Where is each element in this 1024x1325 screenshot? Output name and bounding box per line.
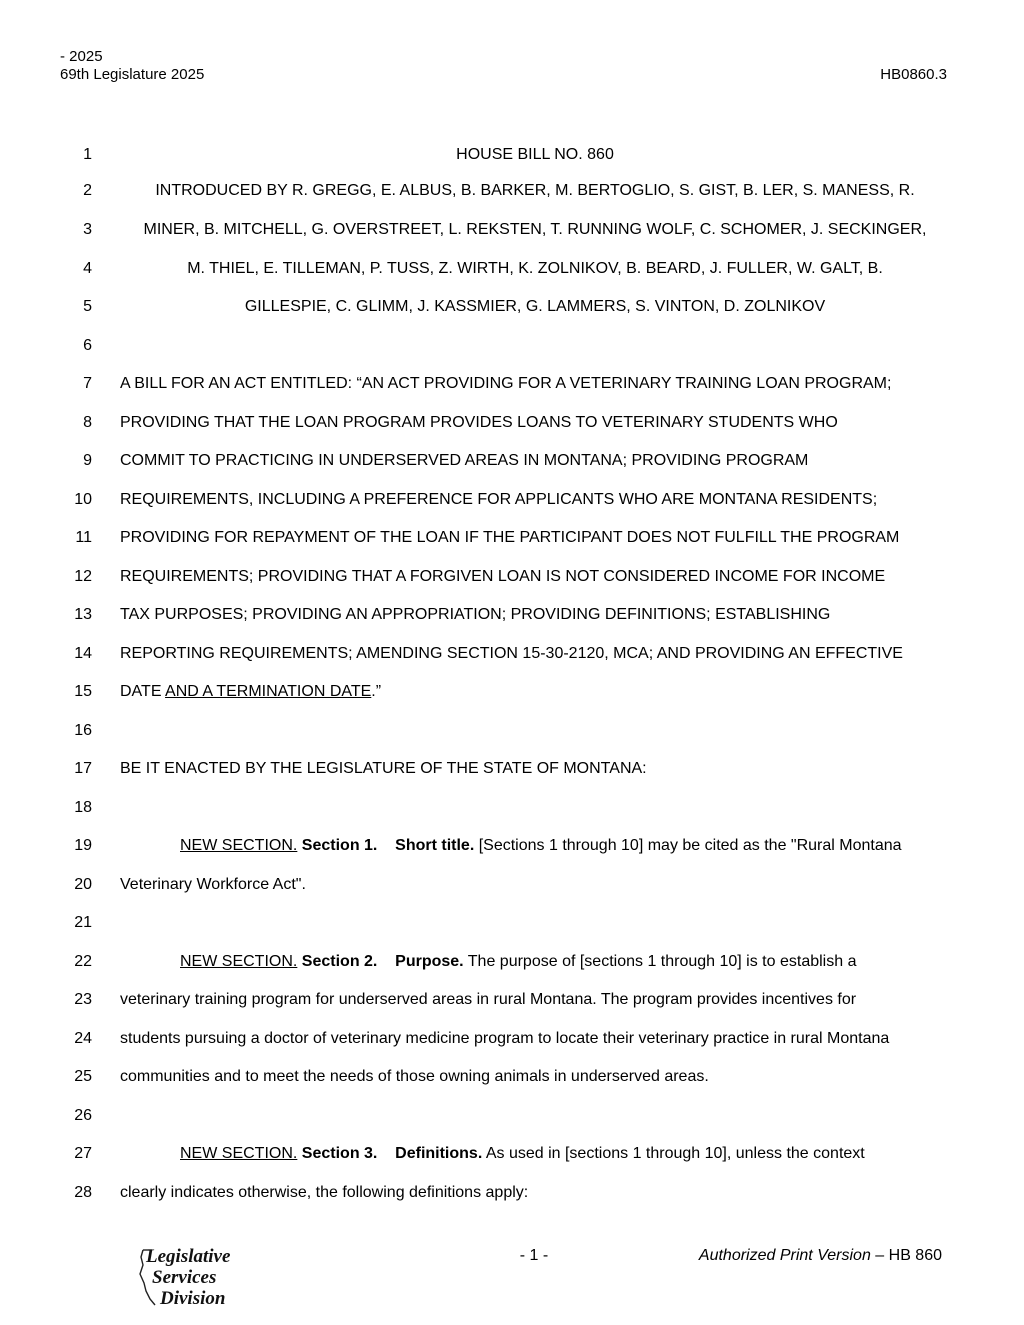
line-number: 19 (74, 837, 92, 854)
section-text-line: Veterinary Workforce Act". (120, 876, 306, 893)
line-number: 22 (74, 953, 92, 970)
line-number: 26 (74, 1107, 92, 1124)
bill-title: HOUSE BILL NO. 860 (456, 146, 614, 163)
lsd-logo (134, 1247, 254, 1309)
page-number: - 1 - (519, 1247, 549, 1264)
line-number: 12 (74, 568, 92, 585)
section-heading: Definitions. (395, 1145, 483, 1162)
line-number: 4 (83, 260, 92, 277)
line-number: 2 (83, 182, 92, 199)
act-title-line: PROVIDING THAT THE LOAN PROGRAM PROVIDES LOANS TO VETERINARY STUDENTS WHO (120, 414, 838, 431)
section-number: Section 1. (301, 837, 378, 854)
line-number: 8 (83, 414, 92, 431)
line-number: 27 (74, 1145, 92, 1162)
line-number: 7 (83, 375, 92, 392)
line-number: 24 (74, 1030, 92, 1047)
section-heading: Purpose. (395, 953, 464, 970)
header-bill-code: HB0860.3 (880, 66, 947, 83)
header-year-line: - 2025 (60, 48, 103, 65)
line-number: 6 (83, 337, 92, 354)
new-section-label: NEW SECTION. (180, 837, 298, 854)
line-number: 20 (74, 876, 92, 893)
logo-word-legislative: Legislative (146, 1246, 231, 1267)
sponsors-line: MINER, B. MITCHELL, G. OVERSTREET, L. REKSTEN, T. RUNNING WOLF, C. SCHOMER, J. SECKINGER, (143, 221, 927, 238)
section-text-line: communities and to meet the needs of those owning animals in underserved areas. (120, 1068, 709, 1085)
line-number: 5 (83, 298, 92, 315)
line-number: 3 (83, 221, 92, 238)
line-number: 9 (83, 452, 92, 469)
act-title-line: COMMIT TO PRACTICING IN UNDERSERVED AREAS IN MONTANA; PROVIDING PROGRAM (120, 452, 809, 469)
sponsors-line: GILLESPIE, C. GLIMM, J. KASSMIER, G. LAMMERS, S. VINTON, D. ZOLNIKOV (244, 298, 826, 315)
line-number: 14 (74, 645, 92, 662)
new-section-label: NEW SECTION. (180, 1145, 298, 1162)
sponsors-line: INTRODUCED BY R. GREGG, E. ALBUS, B. BARKER, M. BERTOGLIO, S. GIST, B. LER, S. MANESS, R. (155, 182, 915, 199)
enacting-clause: BE IT ENACTED BY THE LEGISLATURE OF THE STATE OF MONTANA: (120, 760, 647, 777)
line-number: 17 (74, 760, 92, 777)
act-title-line: REPORTING REQUIREMENTS; AMENDING SECTION 15-30-2120, MCA; AND PROVIDING AN EFFECTIVE (120, 645, 903, 662)
section-text: The purpose of [sections 1 through 10] is to establish a (467, 953, 857, 970)
line-number: 13 (74, 606, 92, 623)
act-title-line: PROVIDING FOR REPAYMENT OF THE LOAN IF THE PARTICIPANT DOES NOT FULFILL THE PROGRAM (120, 529, 900, 546)
sponsors-line: M. THIEL, E. TILLEMAN, P. TUSS, Z. WIRTH, K. ZOLNIKOV, B. BEARD, J. FULLER, W. GALT, B. (187, 260, 883, 277)
section-1-line (120, 836, 950, 856)
act-title-line (120, 682, 950, 702)
text-segment: .” (371, 683, 382, 700)
section-text-line: students pursuing a doctor of veterinary medicine program to locate their veterinary practice in rural Montana (120, 1030, 890, 1047)
section-number: Section 2. (301, 953, 378, 970)
authorized-print-version (699, 1246, 942, 1266)
section-2-line (120, 952, 950, 972)
line-number: 25 (74, 1068, 92, 1085)
text-segment: DATE (120, 683, 166, 700)
line-number: 28 (74, 1184, 92, 1201)
section-heading: Short title. (395, 837, 475, 854)
act-title-line: REQUIREMENTS, INCLUDING A PREFERENCE FOR APPLICANTS WHO ARE MONTANA RESIDENTS; (120, 491, 878, 508)
auth-italic-text: Authorized Print Version (698, 1247, 871, 1264)
line-number: 11 (75, 529, 92, 546)
section-text-line: clearly indicates otherwise, the following definitions apply: (120, 1184, 529, 1201)
section-number: Section 3. (301, 1145, 378, 1162)
line-number: 1 (83, 146, 92, 163)
line-number: 10 (74, 491, 92, 508)
new-section-label: NEW SECTION. (180, 953, 298, 970)
line-number: 23 (74, 991, 92, 1008)
auth-bill-ref: – HB 860 (870, 1247, 942, 1264)
section-3-line (120, 1144, 950, 1164)
act-title-line: A BILL FOR AN ACT ENTITLED: “AN ACT PROVIDING FOR A VETERINARY TRAINING LOAN PROGRAM; (120, 375, 892, 392)
line-number: 16 (74, 722, 92, 739)
section-text: As used in [sections 1 through 10], unless the context (485, 1145, 865, 1162)
header-legislature: 69th Legislature 2025 (60, 66, 205, 83)
act-title-line: REQUIREMENTS; PROVIDING THAT A FORGIVEN LOAN IS NOT CONSIDERED INCOME FOR INCOME (120, 568, 886, 585)
act-title-line: TAX PURPOSES; PROVIDING AN APPROPRIATION; PROVIDING DEFINITIONS; ESTABLISHING (120, 606, 831, 623)
section-text-line: veterinary training program for underserved areas in rural Montana. The program provides incentives for (120, 991, 857, 1008)
section-text: [Sections 1 through 10] may be cited as the "Rural Montana (478, 837, 902, 854)
line-number: 18 (74, 799, 92, 816)
logo-word-division: Division (160, 1288, 226, 1309)
line-number: 21 (74, 914, 92, 931)
amendment-underline: AND A TERMINATION DATE (165, 683, 372, 700)
line-number: 15 (74, 683, 92, 700)
logo-word-services: Services (152, 1267, 217, 1288)
